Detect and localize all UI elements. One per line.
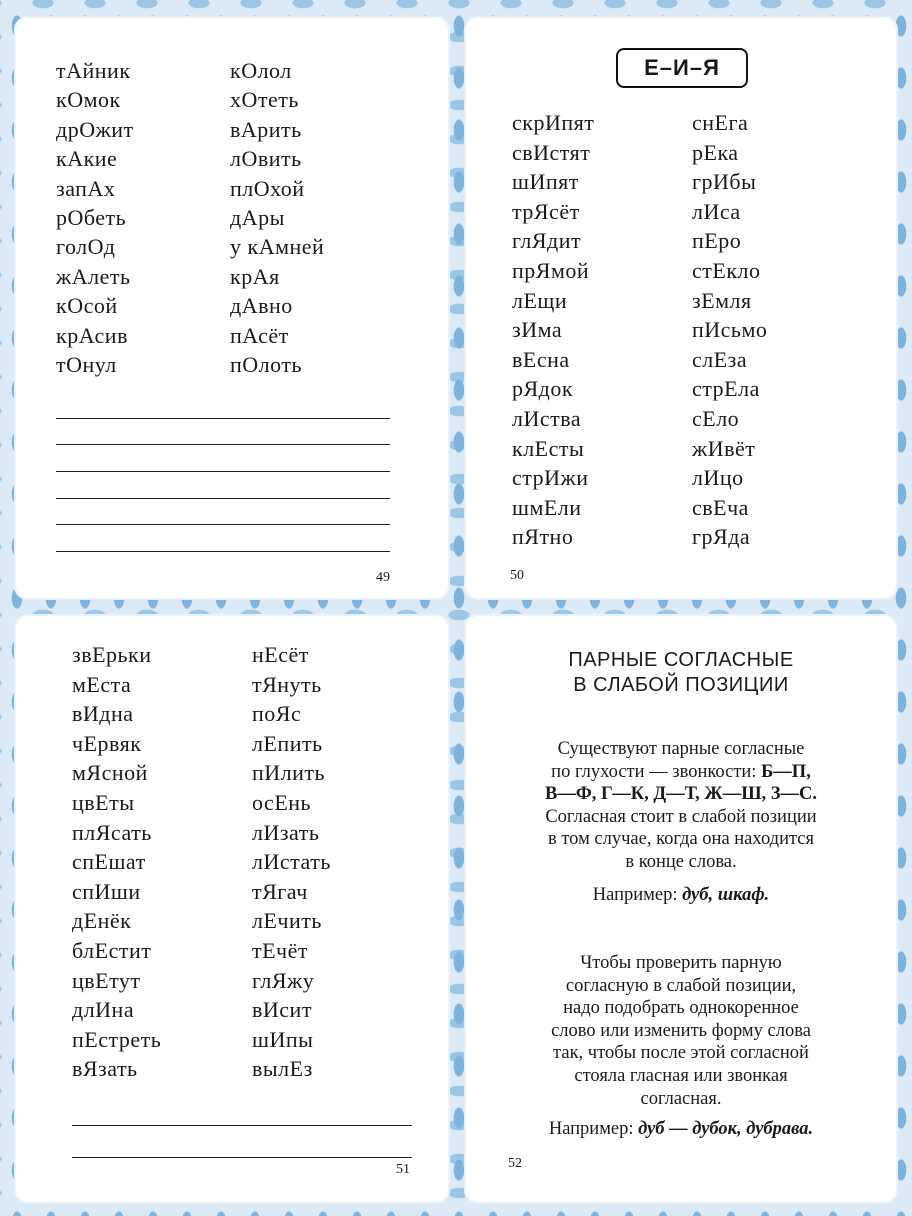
word-item: пИсьмо [692, 317, 768, 343]
word-item: спЕшат [72, 849, 146, 875]
word-item: пЕстреть [72, 1026, 162, 1052]
bold-pairs: В—Ф, Г—К, Д—Т, Ж—Ш, З—С. [544, 784, 818, 805]
word-item: пЯтно [512, 524, 574, 550]
word-item: цвЕты [72, 789, 135, 815]
word-item: дАвно [230, 293, 293, 319]
example-words: дуб — дубок, дубрава. [638, 1119, 814, 1139]
word-item: клЕсты [512, 435, 585, 461]
page-number: 49 [376, 570, 390, 585]
text-line: согласная. [640, 1088, 722, 1109]
page-50 [464, 16, 898, 600]
word-item: цвЕтут [72, 967, 141, 993]
word-item: рЯдок [512, 376, 574, 402]
writing-lines [56, 392, 390, 552]
page-number: 50 [510, 568, 524, 583]
word-item: дрОжит [56, 116, 134, 142]
word-column-right [692, 108, 767, 552]
word-item: трЯсёт [512, 198, 580, 224]
word-item: голОд [56, 234, 116, 260]
writing-line [72, 1126, 412, 1158]
word-item: плОхой [230, 175, 305, 201]
word-item: слЕза [692, 346, 748, 372]
word-item: крАсив [56, 322, 128, 348]
word-item: дЕнёк [72, 908, 132, 934]
writing-lines [72, 1094, 412, 1158]
word-item: дАры [230, 205, 285, 231]
word-item: лЕчить [252, 908, 322, 934]
word-item: тЕчёт [252, 937, 308, 963]
word-item: лЕщи [512, 287, 568, 313]
word-item: лИстать [252, 849, 331, 875]
word-item: лИства [512, 405, 582, 431]
example-words: дуб, шкаф. [682, 885, 770, 905]
word-item: вИсит [252, 997, 312, 1023]
writing-line [72, 1094, 412, 1126]
word-item: пИлить [252, 760, 326, 786]
word-item: кОлол [230, 58, 292, 83]
word-item: стрИжи [512, 465, 589, 491]
word-item: шИпят [512, 169, 579, 195]
bold-pairs: Б—П, [761, 761, 811, 782]
text-line: согласную в слабой позиции, [565, 975, 797, 996]
word-item: спИши [72, 878, 141, 904]
word-item: тЯгач [252, 878, 308, 904]
word-item: пЕро [692, 228, 742, 254]
title-line: ПАРНЫЕ СОГЛАСНЫЕ [568, 649, 794, 671]
example-label: Например: [548, 1119, 639, 1139]
text-line: так, чтобы после этой согласной [553, 1043, 809, 1064]
word-item: кАкие [56, 146, 118, 172]
word-item: лОвить [230, 146, 302, 172]
word-item: шИпы [252, 1026, 314, 1052]
word-item: пАсёт [230, 322, 289, 348]
word-column-left [512, 108, 594, 552]
word-item: вылЕз [252, 1056, 313, 1082]
word-item: скрИпят [512, 110, 595, 135]
text-line: Согласная стоит в слабой позиции [545, 806, 817, 827]
letters-badge: Е–И–Я [616, 48, 748, 88]
word-item: поЯс [252, 701, 302, 727]
word-item: мЯсной [72, 760, 148, 786]
page-49 [14, 16, 450, 600]
word-item: длИна [72, 997, 135, 1023]
word-item: зИма [512, 317, 563, 343]
word-item: прЯмой [512, 257, 590, 283]
word-column-right [252, 640, 331, 1084]
word-item: звЕрьки [72, 642, 152, 667]
word-item: жИвёт [692, 435, 756, 461]
page-title [464, 648, 898, 698]
page-52 [464, 614, 898, 1204]
example-line [494, 884, 868, 907]
text-line: Чтобы проверить парную [580, 953, 782, 973]
word-item: крАя [230, 263, 280, 289]
word-item: рОбеть [56, 205, 127, 231]
text-line: в конце слова. [625, 851, 737, 872]
word-item: стЕкло [692, 257, 761, 283]
word-item: хОтеть [230, 87, 299, 113]
writing-line [56, 499, 390, 526]
word-item: рЕка [692, 139, 739, 165]
word-item: лЕпить [252, 730, 323, 756]
word-item: лИцо [692, 465, 744, 491]
title-line: В СЛАБОЙ ПОЗИЦИИ [573, 674, 789, 696]
word-item: тАйник [56, 58, 131, 83]
word-item: чЕрвяк [72, 730, 142, 756]
word-item: лИса [692, 198, 741, 224]
word-item: осЕнь [252, 789, 312, 815]
writing-line [56, 525, 390, 552]
word-item: плЯсать [72, 819, 152, 845]
text-line: надо подобрать однокоренное [563, 998, 799, 1019]
text-line [494, 761, 868, 784]
word-item: мЕста [72, 671, 132, 697]
word-item: свИстят [512, 139, 591, 165]
word-item: глЯжу [252, 967, 315, 993]
text-span: по глухости — звонкости: [551, 761, 762, 782]
word-item: грИбы [692, 169, 757, 195]
word-item: вАрить [230, 116, 302, 142]
text-line: стояла гласная или звонкая [574, 1065, 788, 1086]
word-item: глЯдит [512, 228, 582, 254]
word-item: пОлоть [230, 352, 302, 378]
example-label: Например: [592, 885, 683, 905]
rule-paragraph [494, 952, 868, 1110]
word-item: вИдна [72, 701, 134, 727]
word-item: вЕсна [512, 346, 570, 372]
word-item: кОсой [56, 293, 118, 319]
text-line: в том случае, когда она находится [547, 829, 815, 850]
page-number: 51 [396, 1162, 410, 1177]
word-item: зЕмля [692, 287, 752, 313]
word-item: нЕсёт [252, 642, 309, 667]
page-51 [14, 614, 450, 1204]
word-item: вЯзать [72, 1056, 138, 1082]
word-item: стрЕла [692, 376, 760, 402]
writing-line [56, 472, 390, 499]
word-item: снЕга [692, 110, 749, 135]
writing-line [56, 419, 390, 446]
word-item: у кАмней [230, 234, 325, 260]
writing-line [56, 392, 390, 419]
page-number: 52 [508, 1156, 522, 1171]
word-item: запАх [56, 175, 116, 201]
word-item: свЕча [692, 494, 749, 520]
word-item: сЕло [692, 405, 740, 431]
word-item: грЯда [692, 524, 751, 550]
word-item: лИзать [252, 819, 320, 845]
word-item: блЕстит [72, 937, 152, 963]
example-line [494, 1118, 868, 1141]
text-line [494, 783, 868, 806]
word-item: шмЕли [512, 494, 582, 520]
word-column-left [56, 56, 134, 379]
text-line: Существуют парные согласные [557, 739, 805, 759]
word-item: тЯнуть [252, 671, 322, 697]
word-item: жАлеть [56, 263, 131, 289]
writing-line [56, 445, 390, 472]
word-item: тОнул [56, 352, 117, 378]
word-column-right [230, 56, 324, 379]
word-column-left [72, 640, 161, 1084]
text-line: слово или изменить форму слова [551, 1020, 811, 1041]
rule-paragraph [494, 738, 868, 874]
word-item: кОмок [56, 87, 121, 113]
